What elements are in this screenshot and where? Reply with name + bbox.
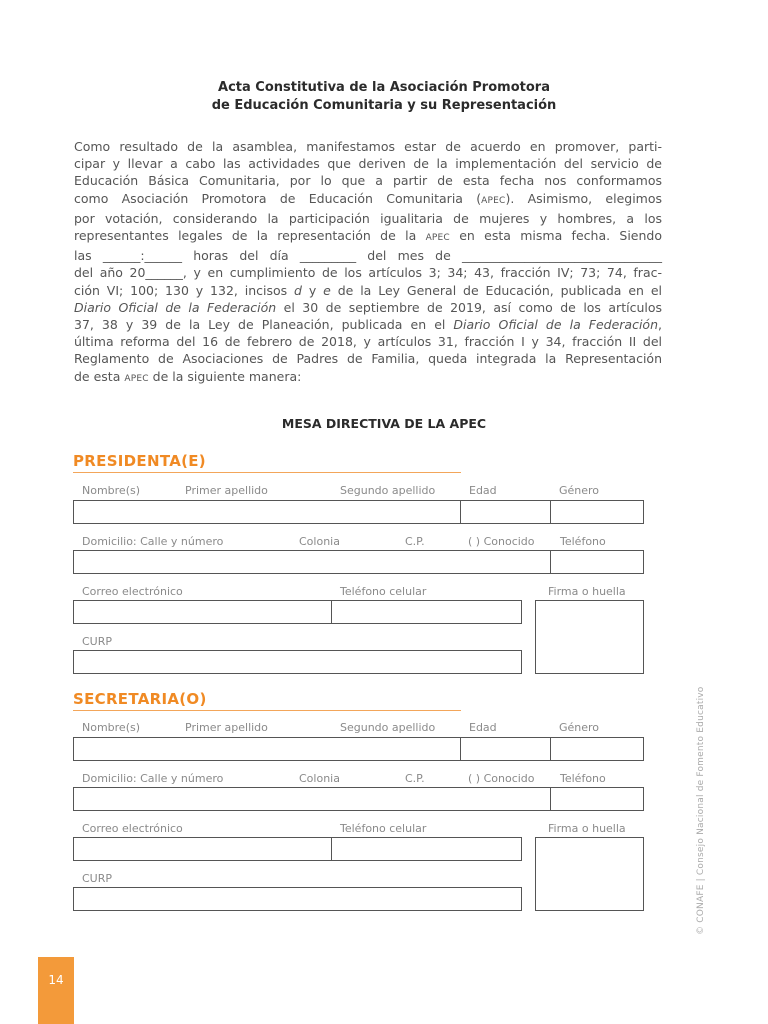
label-segundo-apellido: Segundo apellido bbox=[340, 721, 436, 734]
board-subtitle: MESA DIRECTIVA DE LA APEC bbox=[281, 416, 487, 431]
paragraph-line: de esta APEC de la siguiente manera: bbox=[74, 368, 302, 384]
label-conocido: ( ) Conocido bbox=[468, 535, 535, 548]
label-curp: CURP bbox=[82, 635, 113, 648]
correo-field[interactable] bbox=[73, 837, 332, 861]
label-genero: Género bbox=[559, 484, 600, 497]
label-correo: Correo electrónico bbox=[82, 822, 183, 835]
label-segundo-apellido: Segundo apellido bbox=[340, 484, 436, 497]
label-nombre: Nombre(s) bbox=[82, 721, 141, 734]
edad-field[interactable] bbox=[460, 737, 551, 761]
paragraph-line: representantes legales de la representación de la APEC en esta misma fecha. Siendo bbox=[74, 228, 662, 244]
label-firma: Firma o huella bbox=[548, 822, 626, 835]
celular-field[interactable] bbox=[331, 600, 522, 624]
nombre-field[interactable] bbox=[73, 737, 461, 761]
page-number: 14 bbox=[48, 973, 64, 987]
curp-field[interactable] bbox=[73, 887, 522, 911]
label-telefono: Teléfono bbox=[560, 772, 606, 785]
paragraph-line: cipar y llevar a cabo las actividades que deriven de la implementación del servicio de bbox=[74, 156, 662, 172]
label-firma: Firma o huella bbox=[548, 585, 626, 598]
paragraph-line: Reglamento de Asociaciones de Padres de Familia, queda integrada la Representación bbox=[74, 351, 662, 367]
label-curp: CURP bbox=[82, 872, 113, 885]
label-edad: Edad bbox=[469, 721, 497, 734]
label-telefono: Teléfono bbox=[560, 535, 606, 548]
section-heading-secretaria: SECRETARIA(O) bbox=[73, 690, 207, 708]
firma-box[interactable] bbox=[535, 600, 644, 674]
nombre-field[interactable] bbox=[73, 500, 461, 524]
section-divider bbox=[73, 710, 461, 711]
domicilio-field[interactable] bbox=[73, 787, 551, 811]
paragraph-line: Como resultado de la asamblea, manifestamos estar de acuerdo en promover, parti- bbox=[74, 139, 662, 154]
domicilio-field[interactable] bbox=[73, 550, 551, 574]
title-line-2: de Educación Comunitaria y su Representación bbox=[211, 98, 557, 113]
paragraph-line: por votación, considerando la participación igualitaria de mujeres y hombres, a los bbox=[74, 210, 662, 226]
label-genero: Género bbox=[559, 721, 600, 734]
section-divider bbox=[73, 472, 461, 473]
section-heading-presidenta: PRESIDENTA(E) bbox=[73, 452, 206, 470]
edad-field[interactable] bbox=[460, 500, 551, 524]
paragraph-line: del año 20______, y en cumplimiento de los artículos 3; 34; 43, fracción IV; 73; 74, frac- bbox=[74, 265, 662, 281]
paragraph-line: 37, 38 y 39 de la Ley de Planeación, publicada en el Diario Oficial de la Federación, bbox=[74, 317, 662, 333]
paragraph-line: las ______:______ horas del día _________ del mes de ________________________________ bbox=[74, 248, 662, 264]
label-colonia: Colonia bbox=[299, 772, 340, 785]
label-celular: Teléfono celular bbox=[340, 585, 427, 598]
label-domicilio: Domicilio: Calle y número bbox=[82, 535, 224, 548]
label-conocido: ( ) Conocido bbox=[468, 772, 535, 785]
genero-field[interactable] bbox=[550, 500, 644, 524]
label-cp: C.P. bbox=[405, 535, 425, 548]
label-primer-apellido: Primer apellido bbox=[185, 484, 268, 497]
correo-field[interactable] bbox=[73, 600, 332, 624]
label-edad: Edad bbox=[469, 484, 497, 497]
curp-field[interactable] bbox=[73, 650, 522, 674]
paragraph-line: como Asociación Promotora de Educación Comunitaria (APEC). Asimismo, elegimos bbox=[74, 190, 663, 206]
copyright-sidebar: © CONAFE | Consejo Nacional de Fomento Educativo bbox=[696, 686, 706, 935]
label-domicilio: Domicilio: Calle y número bbox=[82, 772, 224, 785]
document-title bbox=[0, 79, 768, 115]
label-primer-apellido: Primer apellido bbox=[185, 721, 268, 734]
firma-box[interactable] bbox=[535, 837, 644, 911]
label-nombre: Nombre(s) bbox=[82, 484, 141, 497]
title-line-1: Acta Constitutiva de la Asociación Promotora bbox=[218, 80, 550, 95]
label-correo: Correo electrónico bbox=[82, 585, 183, 598]
page-number-tab bbox=[38, 957, 74, 1024]
genero-field[interactable] bbox=[550, 737, 644, 761]
telefono-field[interactable] bbox=[550, 550, 644, 574]
telefono-field[interactable] bbox=[550, 787, 644, 811]
paragraph-line: Educación Básica Comunitaria, por lo que a partir de esta fecha nos conformamos bbox=[74, 173, 662, 189]
intro-paragraph bbox=[74, 138, 662, 388]
label-cp: C.P. bbox=[405, 772, 425, 785]
label-colonia: Colonia bbox=[299, 535, 340, 548]
paragraph-line: última reforma del 16 de febrero de 2018, y artículos 31, fracción I y 34, fracción II del bbox=[74, 334, 662, 350]
celular-field[interactable] bbox=[331, 837, 522, 861]
label-celular: Teléfono celular bbox=[340, 822, 427, 835]
paragraph-line: ción VI; 100; 130 y 132, incisos d y e de la Ley General de Educación, publicada en el bbox=[74, 282, 662, 298]
paragraph-line: Diario Oficial de la Federación el 30 de septiembre de 2019, así como de los artículos bbox=[74, 299, 663, 315]
